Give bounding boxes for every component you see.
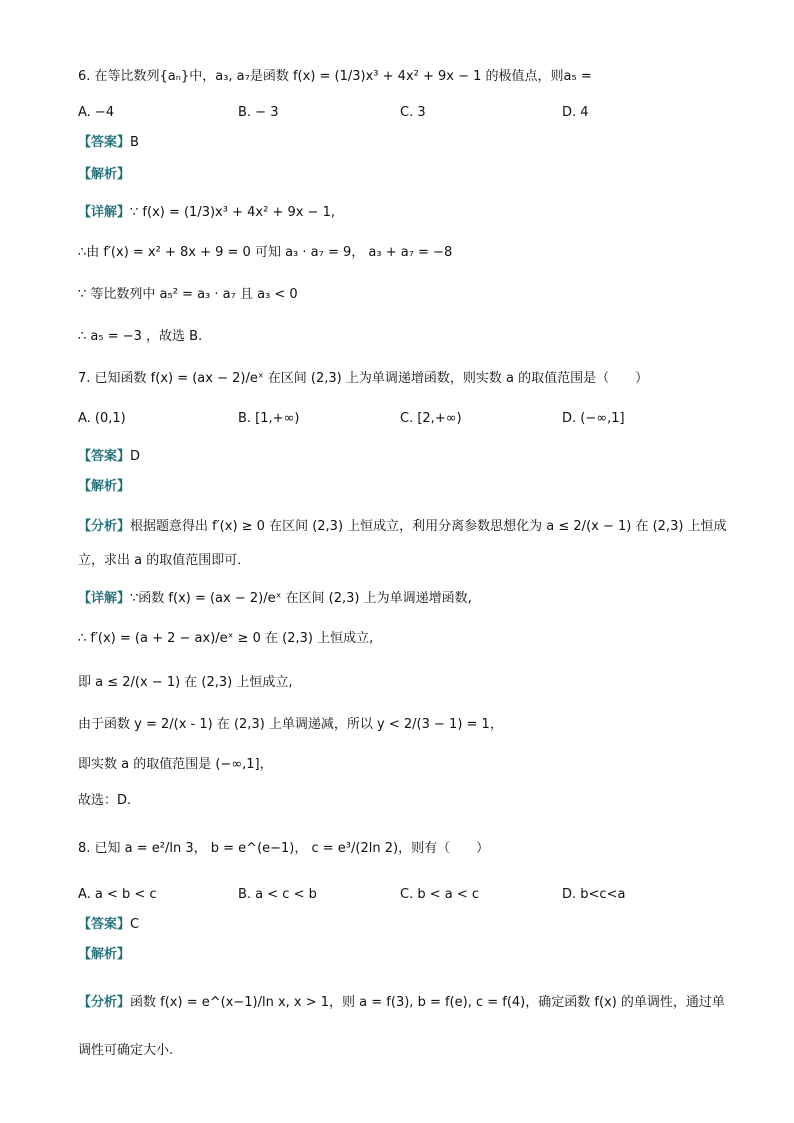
- fenxi-tag: 【分析】: [78, 995, 131, 1010]
- q6-option-c: C. 3: [400, 105, 426, 120]
- q6-step4: ∴ a₅ = −3 ，故选 B.: [78, 329, 203, 344]
- q7-analysis-tag: 【解析】: [78, 479, 131, 494]
- q8-option-a: A. a < b < c: [78, 887, 157, 902]
- q6-option-d: D. 4: [562, 105, 589, 120]
- q6-step2: ∴由 f′(x) = x² + 8x + 9 = 0 可知 a₃ · a₇ = 9， a₃ + a₇ = −8: [78, 245, 453, 260]
- q7-detail-line4: 由于函数 y = 2/(x - 1) 在 (2,3) 上单调递减，所以 y < 2/(3 − 1) = 1，: [78, 717, 503, 732]
- answer-value: D: [130, 449, 141, 464]
- q8-answer: [78, 916, 139, 934]
- q8-analysis-tag: 【解析】: [78, 947, 131, 962]
- fenxi-text: 函数 f(x) = e^(x−1)/ln x, x > 1，则 a = f(3), b = f(e), c = f(4)，确定函数 f(x) 的单调性，通过单: [130, 995, 725, 1010]
- q8-fenxi-line1: [78, 994, 725, 1012]
- detail-text: ∵ f(x) = (1/3)x³ + 4x² + 9x − 1,: [130, 205, 335, 220]
- q7-detail-line5: 即实数 a 的取值范围是 (−∞,1]，: [78, 757, 273, 772]
- answer-value: B: [130, 135, 139, 150]
- q8-option-b: B. a < c < b: [238, 887, 317, 902]
- answer-tag: 【答案】: [78, 917, 131, 932]
- detail-tag: 【详解】: [78, 591, 131, 606]
- q6-answer: [78, 134, 139, 152]
- answer-tag: 【答案】: [78, 449, 131, 464]
- q7-detail-line6: 故选：D.: [78, 793, 132, 808]
- q6-option-b: B. − 3: [238, 105, 279, 120]
- q7-option-c: C. [2,+∞): [400, 411, 462, 426]
- q6-analysis-tag: 【解析】: [78, 167, 131, 182]
- q7-answer: [78, 448, 140, 466]
- q7-detail-line2: ∴ f′(x) = (a + 2 − ax)/eˣ ≥ 0 在 (2,3) 上恒成立,: [78, 631, 374, 646]
- q8-option-d: D. b<c<a: [562, 887, 626, 902]
- detail-tag: 【详解】: [78, 205, 131, 220]
- q7-fenxi-line1: [78, 518, 727, 536]
- detail-text: ∵函数 f(x) = (ax − 2)/eˣ 在区间 (2,3) 上为单调递增函数,: [130, 591, 472, 606]
- q7-option-b: B. [1,+∞): [238, 411, 300, 426]
- q6-option-a: A. −4: [78, 105, 115, 120]
- q7-option-d: D. (−∞,1]: [562, 411, 625, 426]
- q7-detail-line1: [78, 590, 472, 608]
- answer-value: C: [130, 917, 140, 932]
- q6-step3: ∵ 等比数列中 a₅² = a₃ · a₇ 且 a₃ < 0: [78, 287, 298, 302]
- q6-stem: 6. 在等比数列{aₙ}中，a₃, a₇是函数 f(x) = (1/3)x³ + 4x² + 9x − 1 的极值点，则a₅ =: [78, 69, 592, 84]
- q8-option-c: C. b < a < c: [400, 887, 480, 902]
- q6-detail-step1: [78, 204, 335, 222]
- q8-fenxi-line2: 调性可确定大小.: [78, 1043, 174, 1058]
- q7-stem: 7. 已知函数 f(x) = (ax − 2)/eˣ 在区间 (2,3) 上为单调递增函数，则实数 a 的取值范围是（ ）: [78, 371, 649, 386]
- q7-fenxi-line2: 立，求出 a 的取值范围即可．: [78, 553, 251, 568]
- fenxi-tag: 【分析】: [78, 519, 131, 534]
- q7-option-a: A. (0,1): [78, 411, 126, 426]
- q8-stem: 8. 已知 a = e²/ln 3， b = e^(e−1)， c = e³/(2ln 2)，则有（ ）: [78, 841, 490, 856]
- q7-detail-line3: 即 a ≤ 2/(x − 1) 在 (2,3) 上恒成立,: [78, 675, 293, 690]
- answer-tag: 【答案】: [78, 135, 131, 150]
- fenxi-text: 根据题意得出 f′(x) ≥ 0 在区间 (2,3) 上恒成立，利用分离参数思想化为 a ≤ 2/(x − 1) 在 (2,3) 上恒成: [130, 519, 727, 534]
